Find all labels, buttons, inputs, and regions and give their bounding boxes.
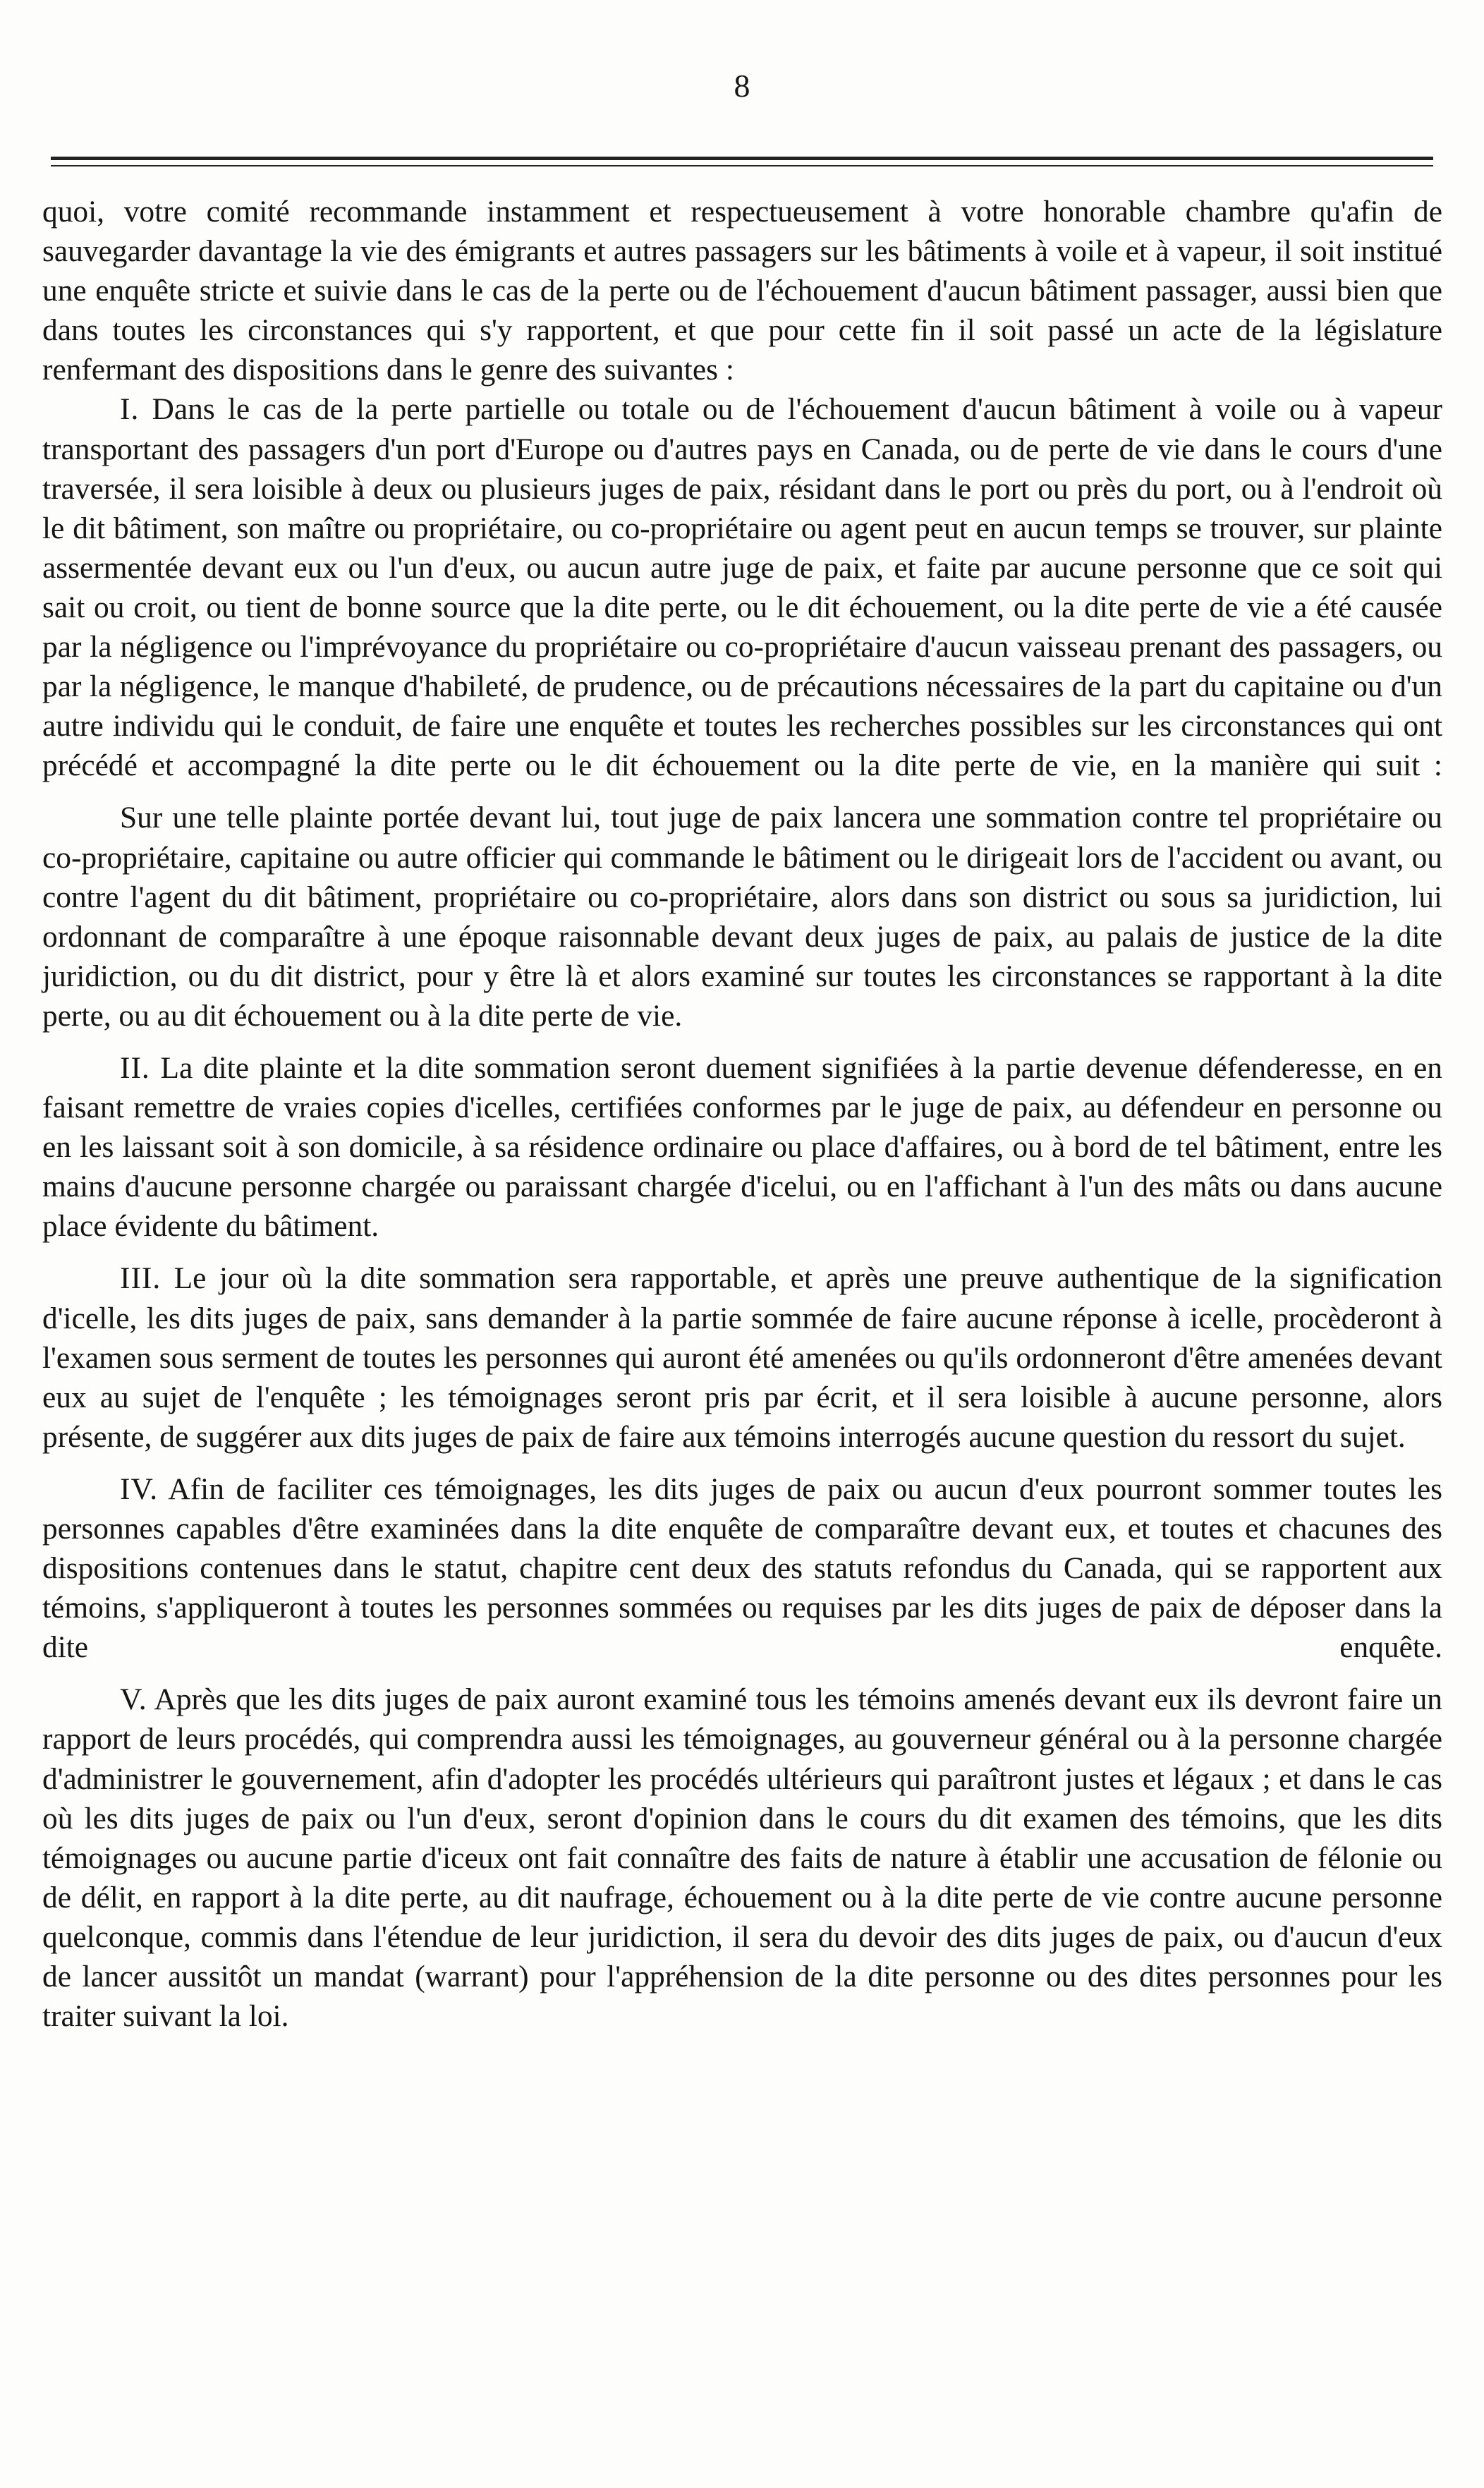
article-4-paragraph <box>42 1469 1442 1667</box>
article-1-continued-text: Sur une telle plainte portée devant lui, tout juge de paix lancera une sommation contre tel propriétaire ou co-propriétaire, capitaine ou autre officier qui commande le bâtiment ou le dirigeait lors de l'accident ou avant, ou contre l'agent du dit bâtiment, propriétaire ou co-propriétaire, alors dans son district ou sous sa juridiction, lui ordonnant de comparaître à une époque raisonnable devant deux juges de paix, au palais de justice de la dite juridiction, ou du dit district, pour y être là et alors examiné sur toutes les circonstances se rapportant à la dite perte, ou au dit échouement ou à la dite perte de vie. <box>42 801 1442 1033</box>
article-1-continued-paragraph <box>42 798 1442 1036</box>
document-body <box>42 192 1442 2036</box>
article-4-text: Afin de faciliter ces témoignages, les dits juges de paix ou aucun d'eux pourront sommer toutes les personnes capables d'être examinées dans la dite enquête de comparaître devant eux, et toutes et chacunes des dispositions contenues dans le statut, chapitre cent deux des statuts refondus du Canada, qui se rapportent aux témoins, s'appliqueront à toutes les personnes sommées ou requises par les dits juges de paix de déposer dans la dite enquête. <box>42 1471 1443 1665</box>
article-1-paragraph <box>42 389 1442 785</box>
header-rule-thick <box>51 157 1433 160</box>
article-1-numeral: I. <box>120 392 140 427</box>
article-2-text: La dite plainte et la dite sommation seront duement signifiées à la partie devenue défenderesse, en en faisant remettre de vraies copies d'icelles, certifiées conformes par le juge de paix, au défendeur en personne ou en les laissant soit à son domicile, à sa résidence ordinaire ou place d'affaires, ou à bord de tel bâtiment, entre les mains d'aucune personne chargée ou paraissant chargée d'icelui, ou en l'affichant à l'un des mâts ou dans aucune place évidente du bâtiment. <box>42 1050 1442 1244</box>
article-5-numeral: V. <box>120 1682 147 1717</box>
article-3-text: Le jour où la dite sommation sera rapportable, et après une preuve authentique de la signification d'icelle, les dits juges de paix, sans demander à la partie sommée de faire aucune réponse à icelle, procèderont à l'examen sous serment de toutes les personnes qui auront été amenées ou qu'ils ordonneront d'être amenées devant eux au sujet de l'enquête ; les témoignages seront pris par écrit, et il sera loisible à aucune personne, alors présente, de suggérer aux dits juges de paix de faire aux témoins interrogés aucune question du ressort du sujet. <box>42 1261 1442 1454</box>
article-3-numeral: III. <box>120 1261 162 1296</box>
header-rule-thin <box>51 165 1433 166</box>
article-1-text: Dans le cas de la perte partielle ou totale ou de l'échouement d'aucun bâtiment à voile ou à vapeur transportant des passagers d'un port d'Europe ou d'autres pays en Canada, ou de perte de vie dans le cours d'une traversée, il sera loisible à deux ou plusieurs juges de paix, résidant dans le port ou près du port, ou à l'endroit où le dit bâtiment, son maître ou propriétaire, ou co-propriétaire ou agent peut en aucun temps se trouver, sur plainte assermentée devant eux ou l'un d'eux, ou aucun autre juge de paix, et faite par aucune personne que ce soit qui sait ou croit, ou tient de bonne source que la dite perte, ou le dit échouement, ou la dite perte de vie a été causée par la négligence ou l'imprévoyance du propriétaire ou co-propriétaire d'aucun vaisseau prenant des passagers, ou par la négligence, le manque d'habileté, de prudence, ou de précautions nécessaires de la part du capitaine ou d'un autre individu qui le conduit, de faire une enquête et toutes les recherches possibles sur les circonstances qui ont précédé et accompagné la dite perte ou le dit échouement ou la dite perte de vie, en la manière qui suit : <box>42 392 1442 783</box>
intro-text: quoi, votre comité recommande instamment et respectueusement à votre honorable chambre qu'afin de sauvegarder davantage la vie des émigrants et autres passagers sur les bâtiments à voile et à vapeur, il soit institué une enquête stricte et suivie dans le cas de la perte ou de l'échouement d'aucun bâtiment passager, aussi bien que dans toutes les circonstances qui s'y rapportent, et que pour cette fin il soit passé un acte de la législature renfermant des dispositions dans le genre des suivantes : <box>42 195 1442 387</box>
article-4-numeral: IV. <box>120 1471 159 1506</box>
article-2-paragraph <box>42 1048 1442 1246</box>
article-5-paragraph <box>42 1680 1442 2036</box>
article-3-paragraph <box>42 1258 1442 1456</box>
article-5-text: Après que les dits juges de paix auront examiné tous les témoins amenés devant eux ils devront faire un rapport de leurs procédés, qui comprendra aussi les témoignages, au gouverneur général ou à la personne chargée d'administrer le gouvernement, afin d'adopter les procédés ultérieurs qui paraîtront justes et légaux ; et dans le cas où les dits juges de paix ou l'un d'eux, seront d'opinion dans le cours du dit examen des témoins, que les dits témoignages ou aucune partie d'iceux ont fait connaître des faits de nature à établir une accusation de félonie ou de délit, en rapport à la dite perte, au dit naufrage, échouement ou à la dite perte de vie contre aucune personne quelconque, commis dans l'étendue de leur juridiction, il sera du devoir des dits juges de paix, ou d'aucun d'eux de lancer aussitôt un mandat (warrant) pour l'appréhension de la dite personne ou des dites personnes pour les traiter suivant la loi. <box>42 1682 1443 2034</box>
page-number: 8 <box>734 68 750 104</box>
article-2-numeral: II. <box>120 1050 150 1085</box>
intro-paragraph <box>42 192 1442 389</box>
